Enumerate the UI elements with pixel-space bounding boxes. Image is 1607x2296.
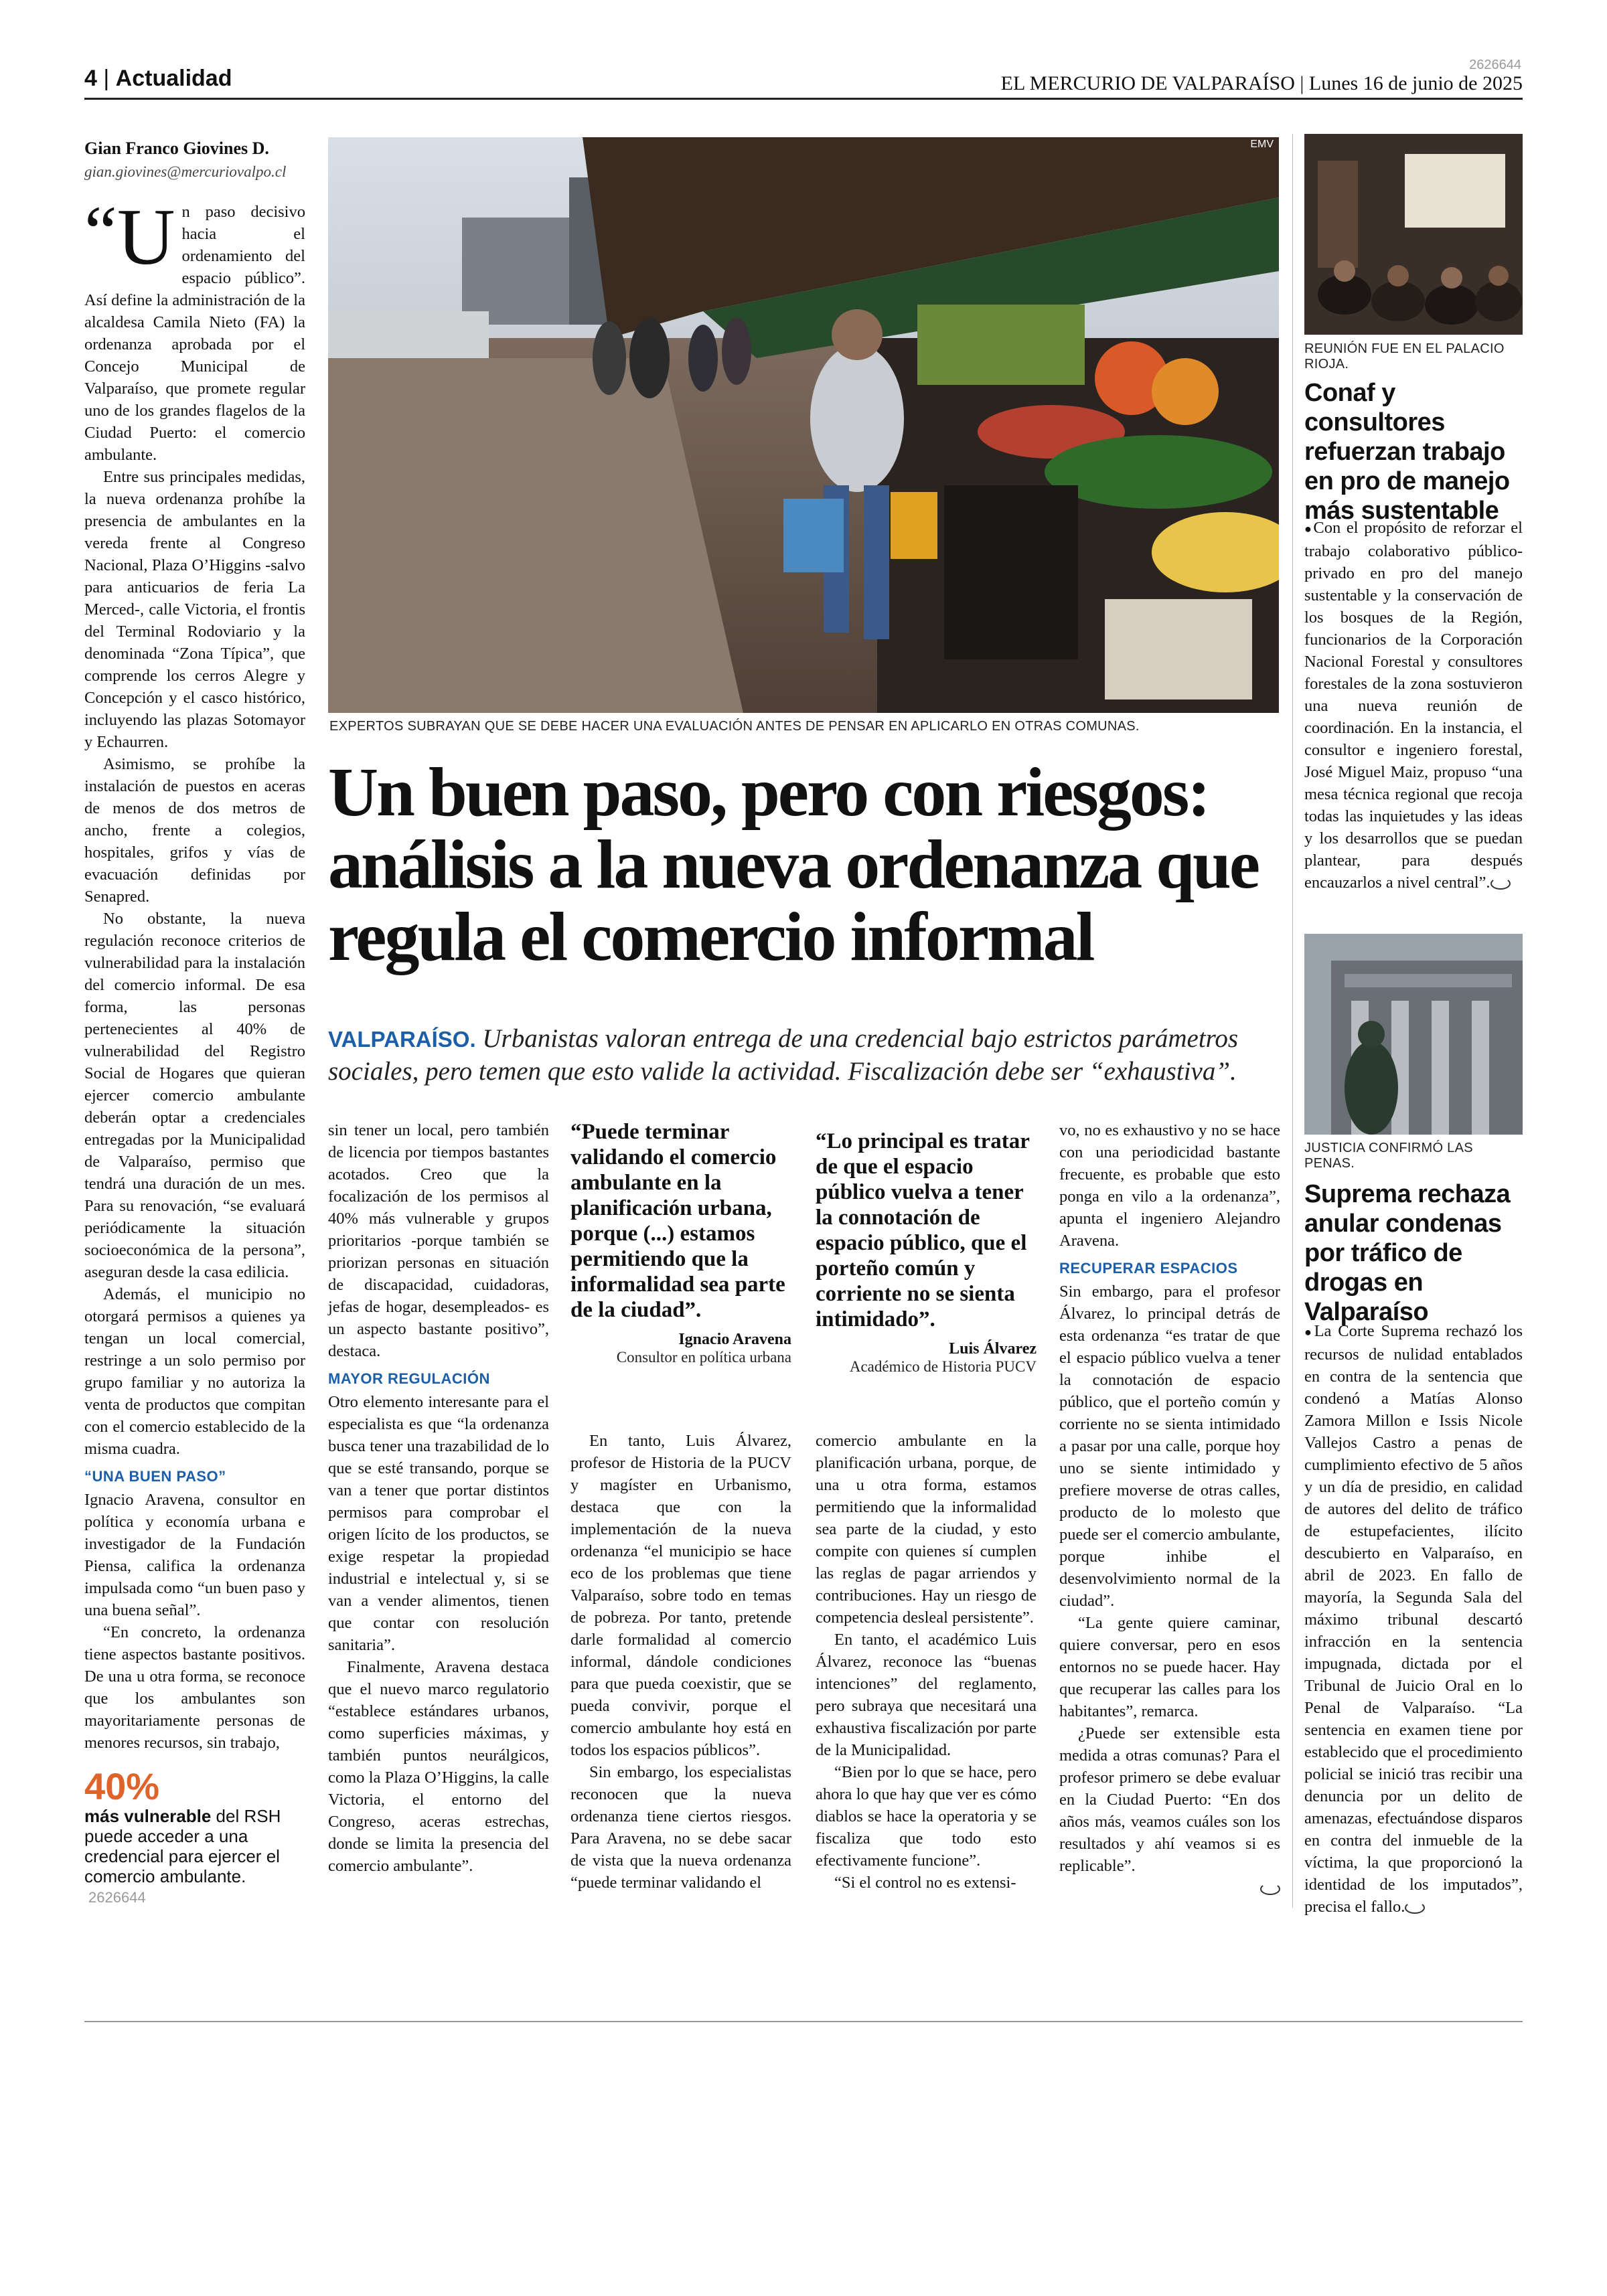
end-mark-icon	[1405, 1902, 1425, 1914]
paragraph: Sin embargo, los especialistas reconocen que la nueva ordenanza tiene ciertos riesgos. Para Aravena, no se debe sacar de vista que la nueva ordenanza “puede terminar validando el	[570, 1763, 791, 1892]
side2-headline: Suprema rechaza anular condenas por tráfico de drogas en Valparaíso	[1304, 1180, 1511, 1326]
article-column-1	[84, 191, 305, 1754]
quote-text: “Lo principal es tratar de que el espacio público vuelva a tener la connotación de espacio público, que el porteño común y corriente no se sienta intimidado”.	[816, 1129, 1030, 1331]
bottom-rule	[84, 2021, 1523, 2022]
page-section: 4 | Actualidad	[84, 66, 232, 91]
paragraph: Entre sus principales medidas, la nueva ordenanza prohíbe la presencia de ambulantes en la vereda frente al Congreso Nacional, Plaza O’Higgins -salvo para anticuarios de feria La Merced-, calle Victoria, el frontis del Terminal Rodoviario y la denominada “Zona Típica”, que comprende los cerros Alegre y Concepción y el casco histórico, incluyendo las plazas Sotomayor y Echaurren.	[84, 468, 305, 751]
quote-role: Académico de Historia PUCV	[849, 1358, 1037, 1375]
header-rule	[84, 98, 1523, 100]
paragraph: No obstante, la nueva regulación reconoce criterios de vulnerabilidad para la instalación del comercio informal. De esa forma, las personas pertenecientes al 40% de vulnerabilidad del Registro Social de Hogares que quieran ejercer comercio ambulante deberán optar a credenciales entregadas por la Municipalidad de Valparaíso, permiso que tendrá una duración de un mes. Para su renovación, “se evaluará periódicamente la situación socioeconómica de la persona”, aseguran desde la casa edilicia.	[84, 910, 305, 1281]
stat-rest: del RSH puede acceder a una credencial para ejercer el comercio ambulante.	[84, 1806, 281, 1886]
side1-caption: REUNIÓN FUE EN EL PALACIO RIOJA.	[1304, 341, 1505, 372]
quote-text: “Puede terminar validando el comercio ambulante en la planificación urbana, porque (...) estamos permitiendo que la informalidad sea parte de la ciudad”.	[570, 1120, 785, 1322]
paragraph: “En concreto, la ordenanza tiene aspectos bastante positivos. De una u otra forma, se reconoce que los ambulantes son mayoritariamente personas de menores recursos, sin trabajo,	[84, 1623, 305, 1752]
paragraph: n paso decisivo hacia el ordenamiento del espacio público”. Así define la administración de la alcaldesa Camila Nieto (FA) la ordenanza aprobada por el Concejo Municipal de Valparaíso, que promete regular uno de los grandes flagelos de la Ciudad Puerto: el comercio ambulante.	[84, 203, 305, 464]
issue-date: Lunes 16 de junio de 2025	[1308, 72, 1523, 94]
photo-credit: EMV	[1250, 139, 1274, 150]
quote-name: Luis Álvarez	[949, 1340, 1037, 1358]
paragraph: comercio ambulante en la planificación urbana, porque, de una u otra forma, estamos permitiendo que la informalidad sea parte de la ciudad, y esto compite con quienes sí cumplen las reglas de pagar arriendos y contribuciones. Hay un riesgo de competencia desleal persistente”.	[816, 1432, 1037, 1627]
dropcap: “U	[84, 191, 175, 281]
subheading: MAYOR REGULACIÓN	[328, 1370, 490, 1387]
paragraph: Asimismo, se prohíbe la instalación de puestos en aceras de menos de dos metros de ancho, frente a colegios, hospitales, grifos y vías de evacuación definidas por Senapred.	[84, 755, 305, 906]
paragraph: Otro elemento interesante para el especialista es que “la ordenanza busca tener una trazabilidad de lo que se esté transando, porque se van a tener que portar distintos permisos para comprobar el origen lícito de los productos, se exige respetar la propiedad industrial e intelectual y, si se van a vender alimentos, tienen que contar con resolución sanitaria”.	[328, 1393, 549, 1654]
paragraph: vo, no es exhaustivo y no se hace con una periodicidad bastante frecuente, es probable que esto ponga en vilo a la ordenanza”, apunta el ingeniero Alejandro Aravena.	[1059, 1121, 1280, 1250]
stat-description	[84, 1806, 305, 1886]
lead-place: VALPARAÍSO.	[328, 1027, 476, 1052]
byline	[84, 137, 312, 183]
side1-headline: Conaf y consultores refuerzan trabajo en pro de manejo más sustentable	[1304, 379, 1510, 525]
publication-date: EL MERCURIO DE VALPARAÍSO | Lunes 16 de junio de 2025	[1000, 72, 1523, 94]
author-email: gian.giovines@mercuriovalpo.cl	[84, 163, 287, 180]
bullet-icon: ●	[1304, 521, 1314, 536]
headline: Un buen paso, pero con riesgos: análisis a la nueva ordenanza que regula el comercio informal	[328, 754, 1259, 975]
page-number: 4	[84, 66, 97, 91]
author-name: Gian Franco Giovines D.	[84, 139, 269, 158]
main-photo-caption: EXPERTOS SUBRAYAN QUE SE DEBE HACER UNA EVALUACIÓN ANTES DE PENSAR EN APLICARLO EN OTRAS COMUNAS.	[329, 719, 1140, 734]
paragraph: sin tener un local, pero también de licencia por tiempos bastantes acotados. Creo que la focalización de los permisos al 40% más vulnerable y grupos prioritarios -porque también se priorizan personas en situación de discapacidad, cuidadoras, jefas de hogar, desempleados- es un aspecto bastante positivo”, destaca.	[328, 1121, 549, 1360]
paragraph: En tanto, el académico Luis Álvarez, reconoce las “buenas intenciones” del reglamento, pero subraya que necesitará una exhaustiva fiscalización por parte de la Municipalidad.	[816, 1631, 1037, 1759]
subheading: RECUPERAR ESPACIOS	[1059, 1260, 1238, 1277]
court-photo-illustration	[1304, 934, 1523, 1135]
paragraph: “Bien por lo que se hace, pero ahora lo que hay que ver es cómo diablos se hace la operatoria y se fiscaliza que todo esto efectivamente funcione”.	[816, 1763, 1037, 1870]
lead	[328, 1023, 1279, 1088]
paragraph: “La gente quiere caminar, quiere conversar, pero en esos entornos no se puede hacer. Hay que recuperar las calles para los habitantes”, remarca.	[1059, 1614, 1280, 1720]
publication-name: EL MERCURIO DE VALPARAÍSO	[1000, 72, 1295, 94]
meeting-photo-illustration	[1304, 134, 1523, 335]
main-photo	[328, 137, 1279, 713]
subheading: “UNA BUEN PASO”	[84, 1468, 226, 1485]
article-column-5	[1059, 1119, 1280, 1899]
end-mark-icon	[1490, 878, 1511, 890]
side-photo-court	[1304, 934, 1523, 1135]
paragraph: En tanto, Luis Álvarez, profesor de Historia de la PUCV y magíster en Urbanismo, destaca que con la implementación de la nueva ordenanza “el municipio se hace eco de los problemas que tiene Valparaíso, sobre todo en temas de pobreza. Por tanto, pretende darle formalidad al comercio informal, dándole condiciones para que pueda coexistir, que se pueda convivir, porque el comercio ambulante hoy está en todos los espacios públicos”.	[570, 1432, 791, 1759]
stat-bold: más vulnerable	[84, 1806, 212, 1826]
lead-text: Urbanistas valoran entrega de una credencial bajo estrictos parámetros sociales, pero temen que esto valide la actividad. Fiscalización debe ser “exhaustiva”.	[328, 1024, 1239, 1086]
paragraph: Finalmente, Aravena destaca que el nuevo marco regulatorio “establece estándares urbanos, como superficies máximas, y también puntos neurálgicos, como la Plaza O’Higgins, la calle Victoria, el entorno del Congreso, aceras estrechas, donde se limita la presencia del comercio ambulante”.	[328, 1658, 549, 1875]
end-mark-icon	[1260, 1883, 1280, 1895]
pull-quote-alvarez	[816, 1129, 1037, 1376]
side1-body	[1304, 517, 1523, 894]
section-name: Actualidad	[115, 66, 232, 91]
paragraph: Ignacio Aravena, consultor en política y economía urbana e investigador de la Fundación Piensa, califica la ordenanza impulsada como “un buen paso y una buena señal”.	[84, 1491, 305, 1619]
id-code-bottom: 2626644	[88, 1889, 146, 1906]
article-column-3	[570, 1430, 791, 1894]
id-code-top: 2626644	[1469, 58, 1521, 72]
market-photo-illustration	[328, 137, 1279, 713]
quote-name: Ignacio Aravena	[678, 1331, 791, 1348]
side1-text: Con el propósito de reforzar el trabajo colaborativo público-privado en pro del manejo sustentable y la conservación de los bosques de la Región, funcionarios de la Corporación Nacional Forestal y consultores forestales de la zona sostuvieron una nueva reunión de coordinación. En la instancia, el consultor e ingeniero forestal, José Miguel Maiz, propuso “una mesa técnica regional que recoja todas las inquietudes y las ideas y los desarrollos que se puedan plantear, para después encauzarlos a nivel central”.	[1304, 519, 1523, 892]
quote-role: Consultor en política urbana	[616, 1349, 791, 1366]
stat-value: 40%	[84, 1765, 160, 1807]
sidebar-divider	[1292, 134, 1293, 1908]
paragraph: ¿Puede ser extensible esta medida a otras comunas? Para el profesor primero se debe evaluar en la Ciudad Puerto: “En dos años más, veamos cuáles son los resultados y ahí veamos si es replicable”.	[1059, 1724, 1280, 1875]
paragraph: Además, el municipio no otorgará permisos a quienes ya tengan un local comercial, restringe a un solo permiso por grupo familiar y no autoriza la venta de productos que compitan con el comercio establecido de la misma cuadra.	[84, 1285, 305, 1458]
paragraph: Sin embargo, para el profesor Álvarez, lo principal detrás de esta ordenanza “es tratar de que el espacio público vuelva a tener la connotación de espacio público, que el porteño común y corriente no se sienta intimidado a pasar por una calle, porque hoy uno se siente intimidado y prefiere moverse de otras calles, producto de lo molesto que puede ser el comercio ambulante, porque inhibe el desenvolvimiento normal de la ciudad”.	[1059, 1283, 1280, 1610]
article-column-4	[816, 1430, 1037, 1894]
bullet-icon: ●	[1304, 1325, 1314, 1339]
pull-quote-aravena	[570, 1119, 791, 1366]
paragraph: “Si el control no es extensi-	[834, 1874, 1016, 1892]
article-column-2	[328, 1119, 549, 1877]
end-mark	[1059, 1877, 1280, 1899]
side-photo-meeting	[1304, 134, 1523, 335]
side2-body	[1304, 1320, 1523, 1918]
side2-caption: JUSTICIA CONFIRMÓ LAS PENAS.	[1304, 1141, 1473, 1171]
side2-text: La Corte Suprema rechazó los recursos de nulidad entablados en contra de la sentencia que condenó a Matías Alonso Zamora Millon e Issis Nicole Vallejos Castro a penas de cumplimiento efectivo de 5 años y un día de presidio, en calidad de autores del delito de tráfico de estupefacientes, ilícito descubierto en Valparaíso, en abril de 2023. En fallo de mayoría, la Segunda Sala del máximo tribunal descartó infracción en la sentencia impugnada, dictada por el Tribunal de Juicio Oral en lo Penal de Valparaíso. “La sentencia en examen tiene por establecido que el procedimiento policial se inició tras recibir una denuncia por un delito de amenazas, efectuándose disparos en contra del inmueble de la víctima, la que proporcionó la identidad de los imputados”, precisa el fallo.	[1304, 1322, 1523, 1916]
